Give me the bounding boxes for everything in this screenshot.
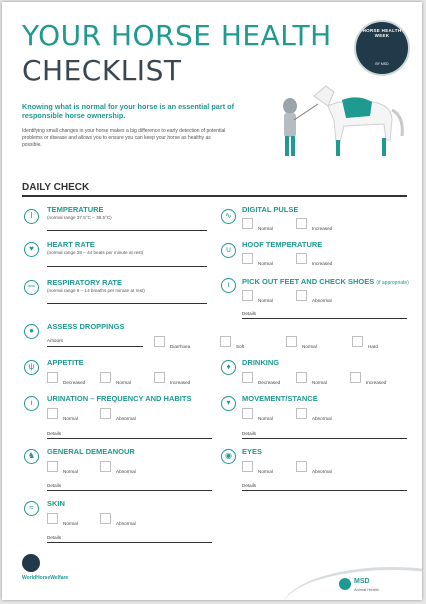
eyes-abnormal-label: Abnormal	[312, 469, 332, 474]
title-line-2: CHECKLIST	[22, 54, 182, 87]
pick-out-feet-note: (if appropriate)	[376, 280, 409, 286]
section-title: DAILY CHECK	[22, 182, 90, 193]
hoof-temperature-label: HOOF TEMPERATURE	[242, 240, 323, 249]
demeanour-details-line[interactable]	[47, 490, 212, 491]
fork-icon: ψ	[24, 360, 39, 375]
heart-rate-label: HEART RATE	[47, 240, 95, 249]
droppings-amount-label: Amount	[47, 338, 63, 343]
demeanour-abnormal-label: Abnormal	[116, 469, 136, 474]
respiratory-rate-label: RESPIRATORY RATE	[47, 278, 123, 287]
demeanour-details-label: Details	[47, 483, 62, 488]
digital-pulse-increased-label: Increased	[312, 226, 333, 231]
heart-rate-entry-line[interactable]	[47, 266, 207, 267]
demeanour-normal-checkbox[interactable]	[47, 461, 58, 472]
droppings-hard-checkbox[interactable]	[352, 336, 363, 347]
skin-abnormal-label: Abnormal	[116, 521, 136, 526]
temperature-label: TEMPERATURE	[47, 205, 104, 214]
eyes-details-line[interactable]	[242, 490, 407, 491]
temperature-entry-line[interactable]	[47, 230, 207, 231]
movement-normal-label: Normal	[258, 416, 273, 421]
eye-icon: ◉	[221, 449, 236, 464]
eyes-details-label: Details	[242, 483, 257, 488]
movement-icon: ▾	[221, 396, 236, 411]
thermometer-icon: l	[24, 209, 39, 224]
msd-subtitle: Animal Health	[354, 587, 379, 592]
checklist-page	[2, 2, 422, 600]
skin-normal-label: Normal	[63, 521, 78, 526]
droppings-soft-checkbox[interactable]	[220, 336, 231, 347]
droppings-icon: ●	[24, 324, 39, 339]
digital-pulse-label: DIGITAL PULSE	[242, 205, 299, 214]
appetite-normal-label: Normal	[116, 380, 131, 385]
respiratory-rate-range: (normal range 8 – 14 breaths per minute at rest)	[47, 288, 145, 293]
msd-logo-icon	[339, 578, 351, 590]
hoof-pick-icon: ɩ	[221, 278, 236, 293]
world-horse-welfare-text: WorldHorseWelfare	[22, 575, 69, 581]
droppings-normal-checkbox[interactable]	[286, 336, 297, 347]
section-divider	[22, 195, 407, 197]
horseshoe-icon: ∪	[221, 243, 236, 258]
horse-and-girl-illustration	[274, 80, 414, 165]
droppings-normal-label: Normal	[302, 344, 317, 349]
heart-icon: ♥	[24, 242, 39, 257]
horse-health-week-badge	[354, 20, 410, 76]
intro-text: Identifying small changes in your horse makes a big difference to early detection of potential problems or disease and allows you to ensure you can keep your horse as healthy as possible.	[22, 128, 226, 148]
urination-normal-checkbox[interactable]	[47, 408, 58, 419]
hoof-temperature-normal-checkbox[interactable]	[242, 253, 253, 264]
droppings-hard-label: Hard	[368, 344, 378, 349]
horse-head-icon: ♞	[24, 449, 39, 464]
pulse-icon: ∿	[221, 209, 236, 224]
droppings-soft-label: Soft	[236, 344, 245, 349]
feet-normal-label: Normal	[258, 298, 273, 303]
feet-abnormal-checkbox[interactable]	[296, 290, 307, 301]
footer-swoosh	[282, 567, 422, 600]
appetite-decreased-label: Decreased	[63, 380, 86, 385]
feet-normal-checkbox[interactable]	[242, 290, 253, 301]
drinking-decreased-checkbox[interactable]	[242, 372, 253, 383]
urination-abnormal-checkbox[interactable]	[100, 408, 111, 419]
feet-details-line[interactable]	[242, 318, 407, 319]
drinking-normal-label: Normal	[312, 380, 327, 385]
pick-out-feet-label	[242, 277, 409, 286]
urination-normal-label: Normal	[63, 416, 78, 421]
digital-pulse-increased-checkbox[interactable]	[296, 218, 307, 229]
demeanour-normal-label: Normal	[63, 469, 78, 474]
movement-normal-checkbox[interactable]	[242, 408, 253, 419]
hoof-temperature-increased-label: Increased	[312, 261, 333, 266]
movement-abnormal-checkbox[interactable]	[296, 408, 307, 419]
badge-sublabel: BY MSD	[375, 62, 389, 66]
drinking-label: DRINKING	[242, 358, 280, 367]
urination-details-label: Details	[47, 431, 62, 436]
temperature-range: (normal range 37.5°C – 38.5°C)	[47, 215, 112, 220]
eyes-normal-checkbox[interactable]	[242, 461, 253, 472]
drinking-increased-label: Increased	[366, 380, 387, 385]
eyes-normal-label: Normal	[258, 469, 273, 474]
skin-abnormal-checkbox[interactable]	[100, 513, 111, 524]
movement-abnormal-label: Abnormal	[312, 416, 332, 421]
movement-details-label: Details	[242, 431, 257, 436]
appetite-normal-checkbox[interactable]	[100, 372, 111, 383]
assess-droppings-label: ASSESS DROPPINGS	[47, 322, 125, 331]
eyes-label: EYES	[242, 447, 263, 456]
urination-label: URINATION – FREQUENCY AND HABITS	[47, 394, 192, 403]
drinking-increased-checkbox[interactable]	[350, 372, 361, 383]
water-drop-icon: ♦	[221, 360, 236, 375]
msd-logo-text: MSD	[354, 578, 370, 585]
intro-heading: Knowing what is normal for your horse is an essential part of responsible horse ownership.	[22, 102, 235, 121]
drinking-normal-checkbox[interactable]	[296, 372, 307, 383]
appetite-increased-checkbox[interactable]	[154, 372, 165, 383]
skin-normal-checkbox[interactable]	[47, 513, 58, 524]
urination-details-line[interactable]	[47, 438, 212, 439]
feet-details-label: Details	[242, 311, 257, 316]
droppings-diarrhoea-label: Diarrhoea	[170, 344, 191, 349]
demeanour-label: GENERAL DEMEANOUR	[47, 447, 135, 456]
skin-icon: ≈	[24, 501, 39, 516]
heart-rate-range: (normal range 28 – 44 beats per minute at rest)	[47, 250, 144, 255]
skin-label: SKIN	[47, 499, 65, 508]
hoof-temperature-normal-label: Normal	[258, 261, 273, 266]
demeanour-abnormal-checkbox[interactable]	[100, 461, 111, 472]
movement-details-line[interactable]	[242, 438, 407, 439]
badge-label: HORSE HEALTH WEEK	[362, 28, 402, 38]
feet-abnormal-label: Abnormal	[312, 298, 332, 303]
droppings-amount-line[interactable]	[47, 346, 143, 347]
appetite-label: APPETITE	[47, 358, 84, 367]
drinking-decreased-label: Decreased	[258, 380, 281, 385]
movement-label: MOVEMENT/STANCE	[242, 394, 318, 403]
respiratory-rate-entry-line[interactable]	[47, 303, 207, 304]
hoof-temperature-increased-checkbox[interactable]	[296, 253, 307, 264]
eyes-abnormal-checkbox[interactable]	[296, 461, 307, 472]
appetite-increased-label: Increased	[170, 380, 191, 385]
digital-pulse-normal-label: Normal	[258, 226, 273, 231]
skin-details-line[interactable]	[47, 542, 212, 543]
pick-out-feet-text: PICK OUT FEET AND CHECK SHOES	[242, 277, 375, 286]
appetite-decreased-checkbox[interactable]	[47, 372, 58, 383]
skin-details-label: Details	[47, 535, 62, 540]
droppings-diarrhoea-checkbox[interactable]	[154, 336, 165, 347]
world-horse-welfare-logo	[22, 554, 40, 572]
digital-pulse-normal-checkbox[interactable]	[242, 218, 253, 229]
urination-icon: ı	[24, 396, 39, 411]
lungs-icon: ꟷ	[24, 280, 39, 295]
urination-abnormal-label: Abnormal	[116, 416, 136, 421]
title-line-1: YOUR HORSE HEALTH	[22, 19, 332, 52]
